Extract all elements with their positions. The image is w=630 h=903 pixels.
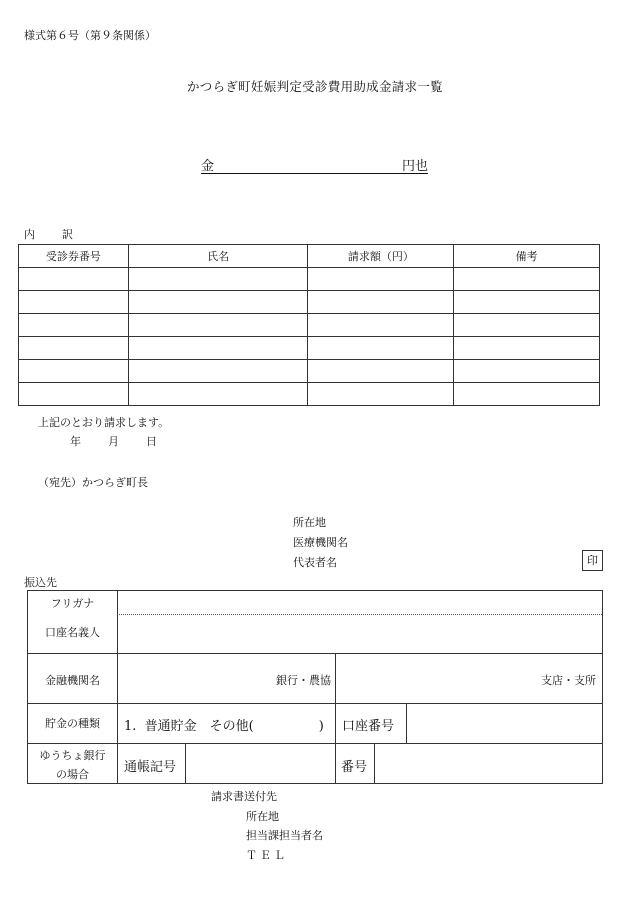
bank-suffix: 銀行・農協 [276,674,331,687]
table-row [19,268,600,291]
send-to-tel: ＴＥＬ [246,849,288,862]
account-number-input[interactable] [407,704,603,743]
passbook-number-label: 番号 [341,760,368,775]
table-row [19,383,600,406]
table-cell[interactable] [128,360,308,383]
table-row [19,291,600,314]
table-cell[interactable] [19,360,129,383]
account-holder-label: 口座名義人 [45,626,100,639]
table-cell[interactable] [454,360,600,383]
representative-label: 代表者名 [293,556,337,569]
addressee: （宛先）かつらぎ町長 [38,476,148,489]
institution-name-label: 医療機関名 [293,536,348,549]
transfer-label: 振込先 [24,576,57,589]
col-header-ticket-number: 受診券番号 [19,245,129,268]
table-row [19,360,600,383]
table-cell[interactable] [19,314,129,337]
table-cell[interactable] [19,383,129,406]
deposit-type-label: 貯金の種類 [45,717,100,730]
table-cell[interactable] [308,291,454,314]
table-cell[interactable] [19,337,129,360]
account-number-label: 口座番号 [342,719,395,734]
yucho-label-line1: ゆうちょ銀行 [39,749,106,762]
table-cell[interactable] [454,268,600,291]
table-cell[interactable] [308,383,454,406]
table-cell[interactable] [128,314,308,337]
date-month: 月 [108,435,119,448]
breakdown-label: 内 訳 [24,228,81,241]
date-day: 日 [146,435,157,448]
date-line [70,433,157,449]
form-number: 様式第６号（第９条関係） [24,29,156,42]
furigana-label: フリガナ [50,597,95,610]
col-header-amount: 請求額（円） [308,245,454,268]
send-to-person: 担当課担当者名 [246,829,323,842]
branch-suffix: 支店・支所 [541,674,596,687]
amount-prefix: 金 [201,159,215,174]
table-cell[interactable] [308,360,454,383]
table-row [19,314,600,337]
table-cell[interactable] [19,291,129,314]
furigana-input[interactable] [118,592,603,613]
table-cell[interactable] [454,291,600,314]
table-cell[interactable] [308,268,454,291]
bank-account-table [27,590,603,784]
table-cell[interactable] [128,291,308,314]
col-header-remarks: 備考 [454,245,600,268]
deposit-type-options[interactable]: 1. 普通貯金 その他( ) [124,719,324,734]
passbook-number-input[interactable] [375,744,603,784]
table-row [19,337,600,360]
amount-line [201,154,428,174]
send-to-location: 所在地 [246,810,279,823]
table-cell[interactable] [308,337,454,360]
col-header-name: 氏名 [128,245,308,268]
table-cell[interactable] [128,268,308,291]
passbook-symbol-label: 通帳記号 [124,760,177,775]
table-cell[interactable] [128,383,308,406]
table-cell[interactable] [128,337,308,360]
table-cell[interactable] [308,314,454,337]
financial-institution-label: 金融機関名 [45,674,100,687]
date-year: 年 [70,435,81,448]
declaration-text: 上記のとおり請求します。 [38,416,170,429]
breakdown-table [18,244,600,406]
institution-location-label: 所在地 [293,516,326,529]
table-cell[interactable] [454,314,600,337]
table-cell[interactable] [19,268,129,291]
amount-suffix: 円也 [401,159,428,174]
table-cell[interactable] [454,337,600,360]
account-holder-input[interactable] [118,615,603,652]
yucho-label-line2: の場合 [56,768,89,781]
page-title: かつらぎ町妊娠判定受診費用助成金請求一覧 [186,79,443,94]
seal-box: 印 [582,550,603,571]
table-cell[interactable] [454,383,600,406]
send-to-label: 請求書送付先 [211,790,277,803]
